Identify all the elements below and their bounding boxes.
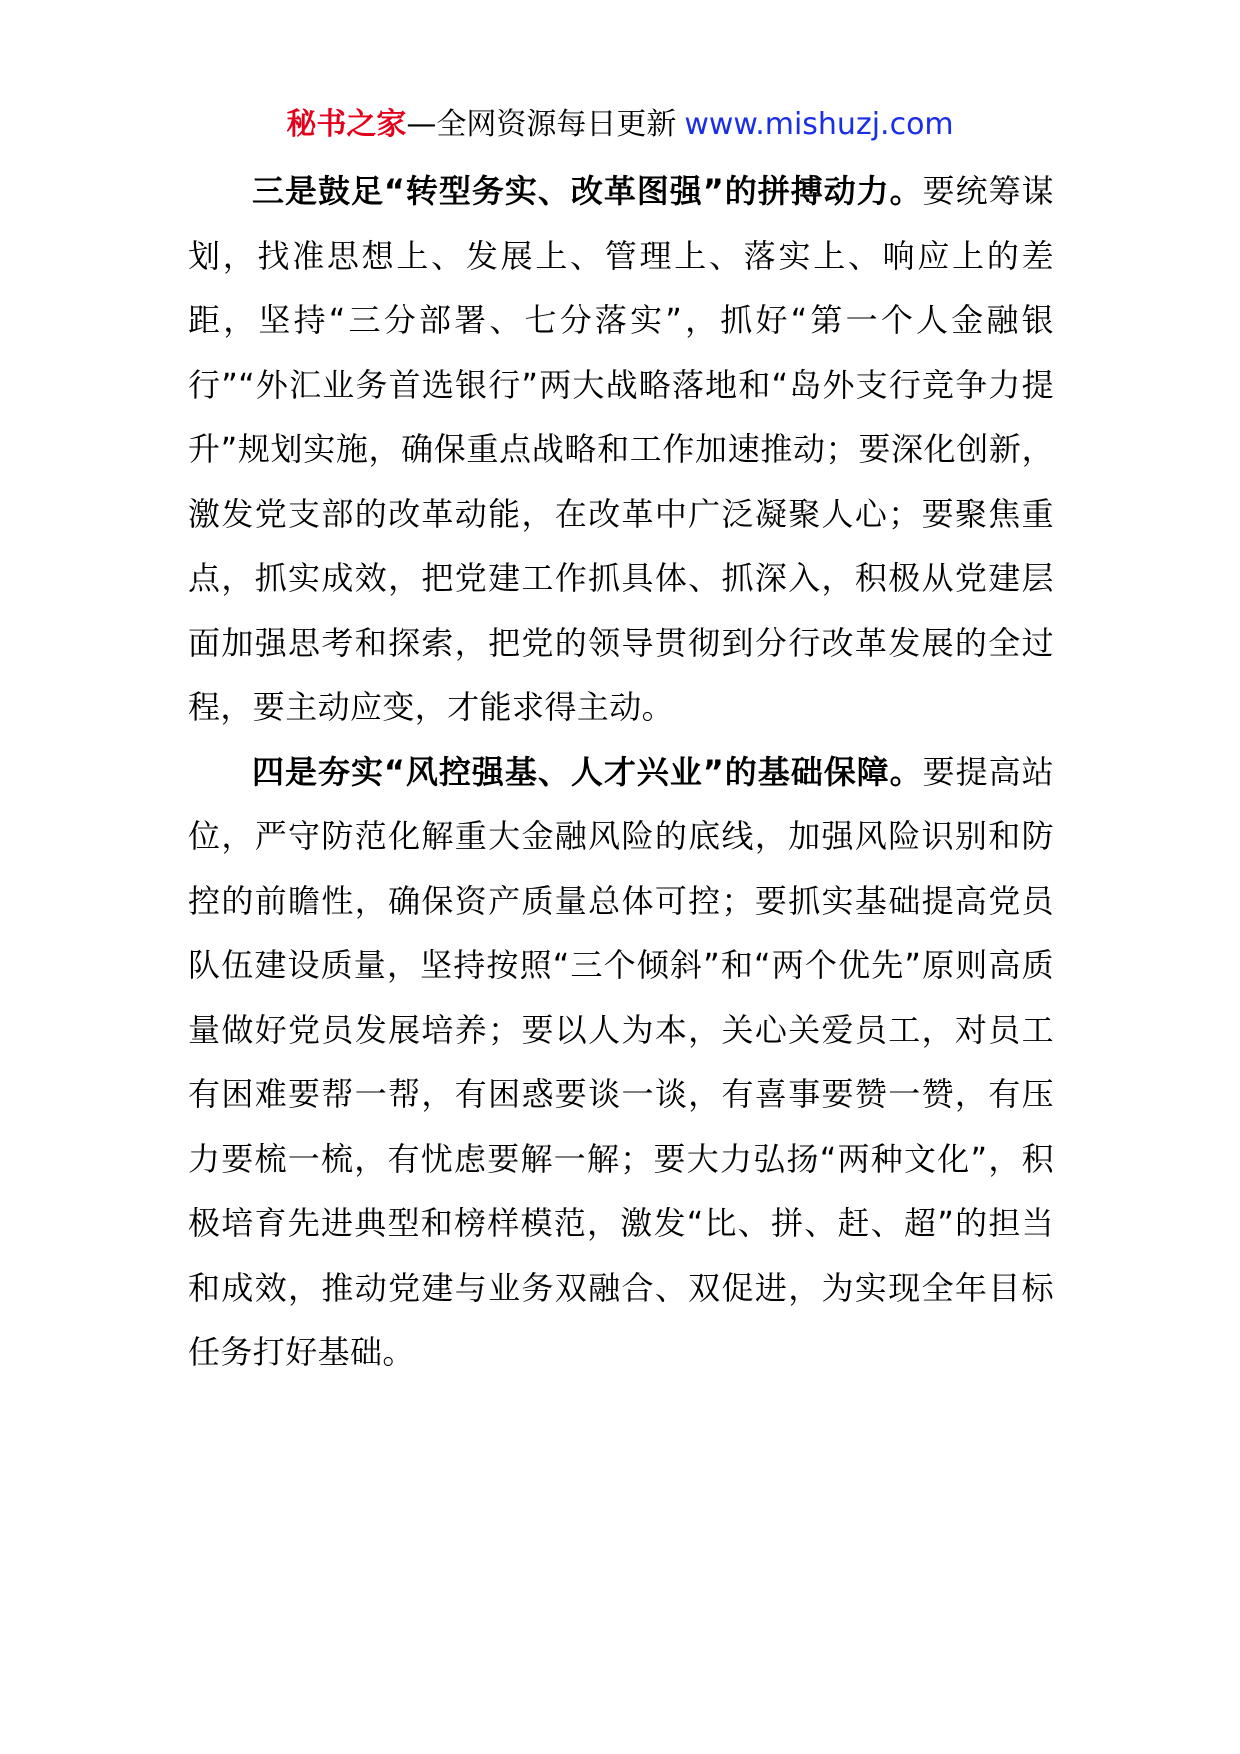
paragraph-3 [188,159,1054,740]
paragraph-text: 要提高站位，严守防范化解重大金融风险的底线，加强风险识别和防控的前瞻性，确保资产质量总体可控；要抓实基础提高党员队伍建设质量，坚持按照“三个倾斜”和“两个优先”原则高质量做好党员发展培养；要以人为本，关心关爱员工，对员工有困难要帮一帮，有困惑要谈一谈，有喜事要赞一赞，有压力要梳一梳，有忧虑要解一解；要大力弘扬“两种文化”，积极培育先进典型和榜样模范，激发“比、拼、赶、超”的担当和成效，推动党建与业务双融合、双促进，为实现全年目标任务打好基础。 [188,752,1054,1371]
header-tagline: —全网资源每日更新 [406,107,677,142]
brand-name: 秘书之家 [286,107,407,142]
document-body [188,159,1054,1385]
website-link[interactable]: www.mishuzj.com [684,107,954,142]
paragraph-lead: 三是鼓足“转型务实、改革图强”的拼搏动力。 [252,172,923,210]
paragraph-lead: 四是夯实“风控强基、人才兴业”的基础保障。 [252,752,923,791]
paragraph-text: 要统筹谋划，找准思想上、发展上、管理上、落实上、响应上的差距，坚持“三分部署、七分落实”，抓好“第一个人金融银行”“外汇业务首选银行”两大战略落地和“岛外支行竞争力提升”规划实施，确保重点战略和工作加速推动；要深化创新，激发党支部的改革动能，在改革中广泛凝聚人心；要聚焦重点，抓实成效，把党建工作抓具体、抓深入，积极从党建层面加强思考和探索，把党的领导贯彻到分行改革发展的全过程，要主动应变，才能求得主动。 [188,172,1054,726]
page-header [0,103,1240,147]
paragraph-4 [188,740,1054,1385]
